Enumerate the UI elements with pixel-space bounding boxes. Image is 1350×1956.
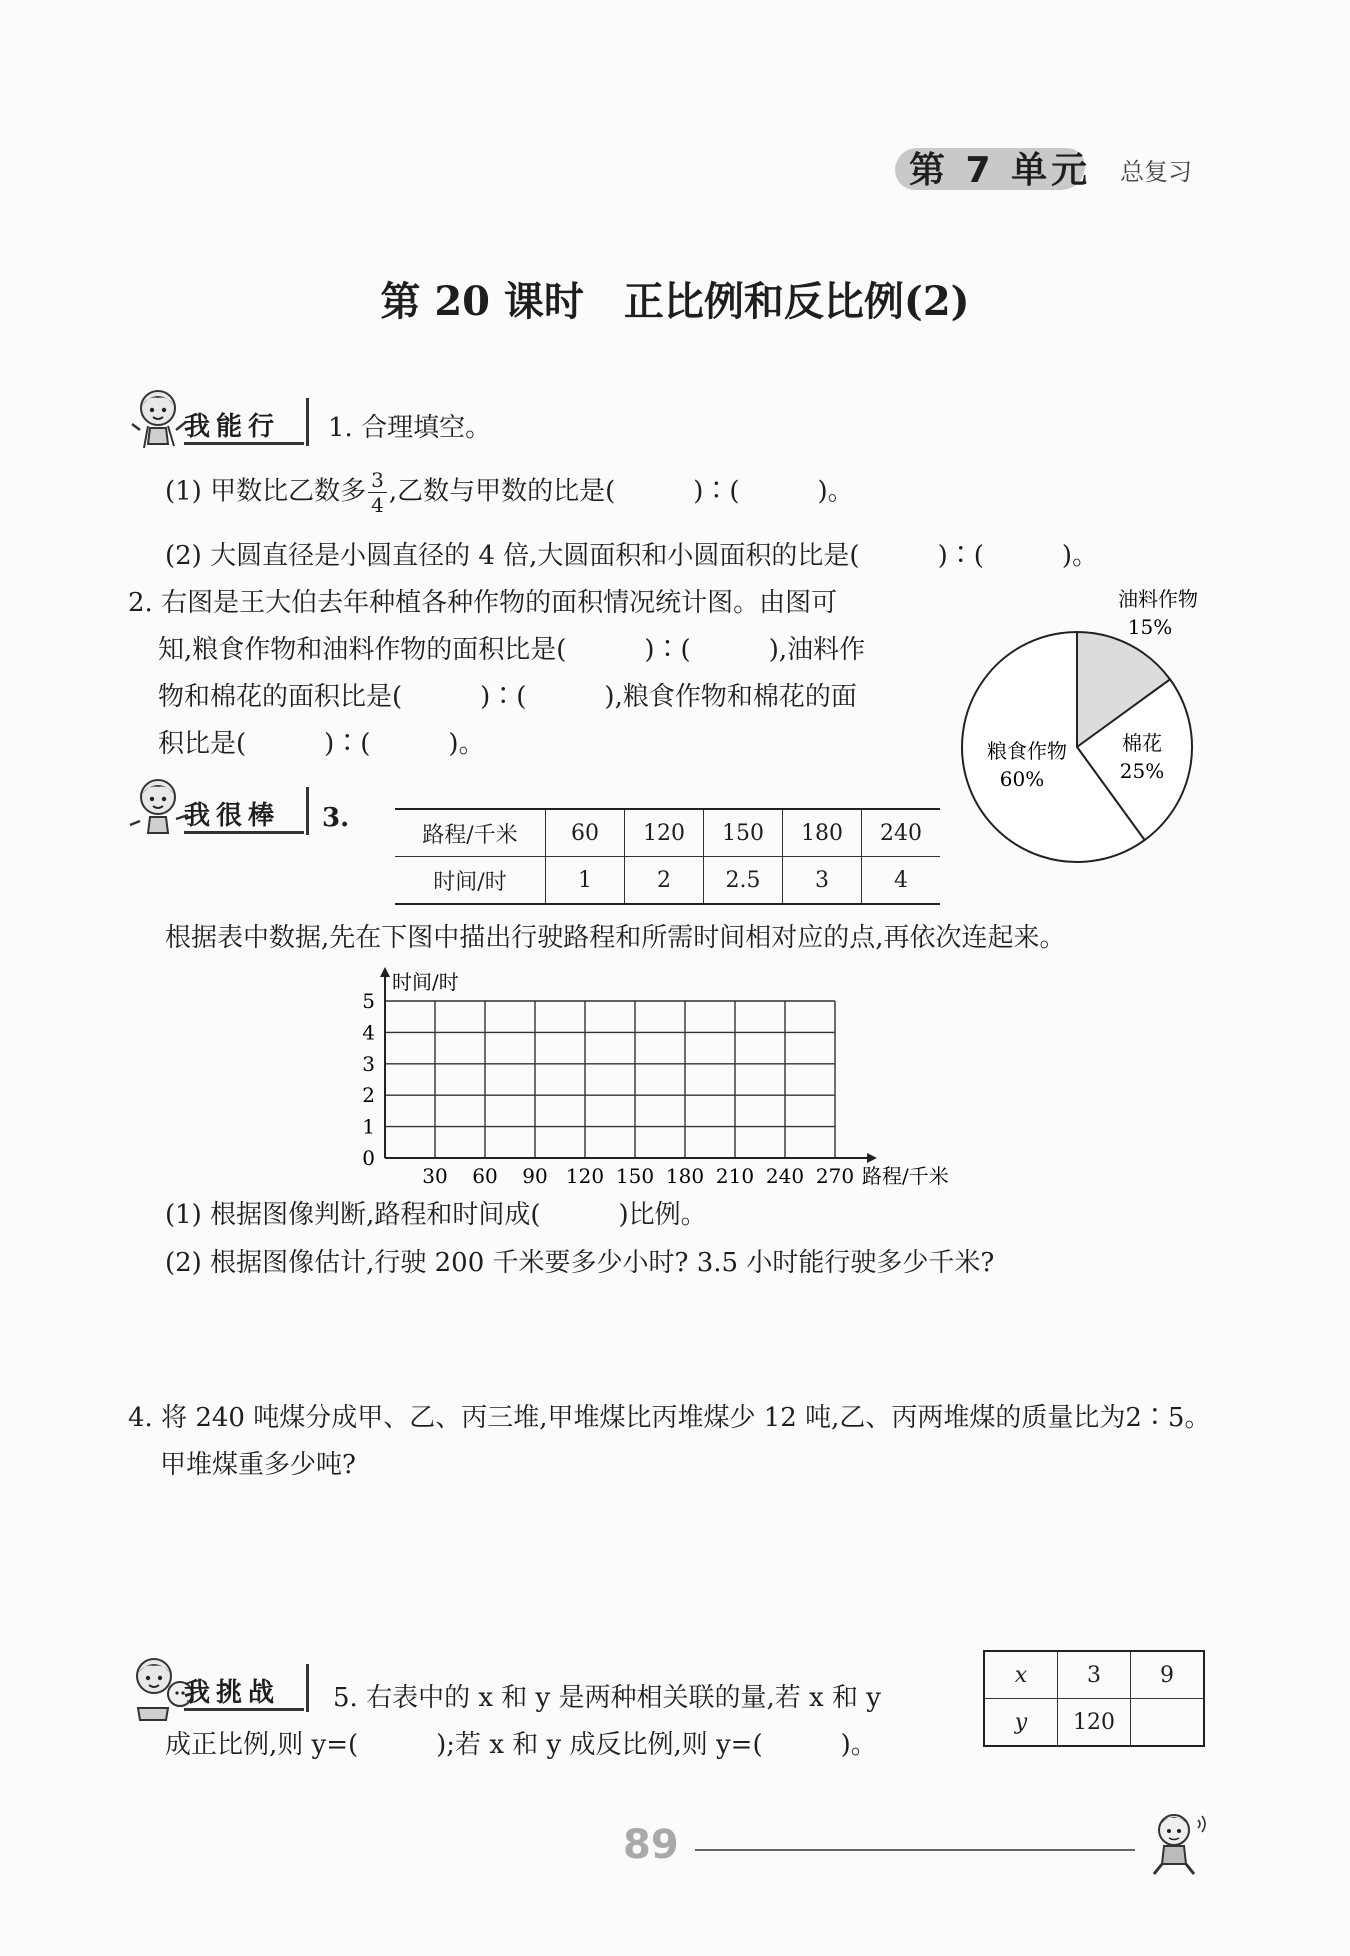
q2-line1: 2. 右图是王大伯去年种植各种作物的面积情况统计图。由图可 bbox=[128, 588, 838, 618]
x-tick-label: 210 bbox=[715, 1164, 755, 1188]
badge-label: 我挑战 bbox=[184, 1678, 281, 1708]
table-cell: 240 bbox=[862, 809, 941, 857]
q5-line2: 成正比例,则 y=( );若 x 和 y 成反比例,则 y=( )。 bbox=[165, 1730, 877, 1760]
table-row-header: 时间/时 bbox=[395, 857, 546, 905]
pie-value-cotton: 25% bbox=[1119, 759, 1165, 783]
y-tick-label: 0 bbox=[362, 1146, 375, 1170]
unit-label: 第 7 单元 bbox=[909, 150, 1092, 191]
q4-line2: 甲堆煤重多少吨? bbox=[160, 1450, 356, 1480]
x-axis-arrow bbox=[867, 1153, 877, 1163]
y-axis-arrow bbox=[380, 967, 390, 977]
mascot-boy-icon bbox=[1140, 1808, 1210, 1878]
table-row-header: 路程/千米 bbox=[395, 809, 546, 857]
table-cell: 4 bbox=[862, 857, 941, 905]
y-tick-label: 5 bbox=[362, 989, 375, 1013]
q1-title: 1. 合理填空。 bbox=[328, 413, 492, 443]
q1-part1-before: (1) 甲数比乙数多 bbox=[165, 476, 367, 507]
q1-part1 bbox=[165, 470, 854, 515]
fraction-three-quarters bbox=[368, 470, 387, 515]
distance-time-table bbox=[395, 808, 940, 905]
badge-divider bbox=[306, 787, 309, 835]
y-tick-label: 2 bbox=[362, 1083, 375, 1108]
table-cell: 3 bbox=[1058, 1651, 1131, 1699]
x-tick-label: 60 bbox=[472, 1164, 498, 1188]
table-row bbox=[984, 1651, 1204, 1699]
q4-line1: 4. 将 240 吨煤分成甲、乙、丙三堆,甲堆煤比丙堆煤少 12 吨,乙、丙两堆煤的质量比为2∶5。 bbox=[128, 1403, 1211, 1433]
y-tick-label: 1 bbox=[362, 1114, 375, 1139]
badge-underline bbox=[184, 1708, 304, 1711]
pie-label-grain: 粮食作物 bbox=[987, 739, 1067, 763]
badge-divider bbox=[306, 1664, 309, 1712]
table-row bbox=[984, 1699, 1204, 1747]
y-tick-label: 4 bbox=[362, 1020, 375, 1045]
crop-area-pie-chart bbox=[950, 580, 1200, 870]
q3-instruction: 根据表中数据,先在下图中描出行驶路程和所需时间相对应的点,再依次连起来。 bbox=[165, 923, 1066, 953]
table-row-header: x bbox=[984, 1651, 1058, 1699]
fraction-numerator: 3 bbox=[368, 470, 387, 493]
q2-line4: 积比是( )∶( )。 bbox=[158, 729, 485, 759]
pie-value-oil: 15% bbox=[1127, 615, 1173, 639]
x-tick-label: 120 bbox=[565, 1164, 605, 1188]
q5-line1: 5. 右表中的 x 和 y 是两种相关联的量,若 x 和 y bbox=[333, 1683, 881, 1713]
distance-time-grid-chart bbox=[350, 965, 990, 1195]
footer-rule bbox=[695, 1849, 1135, 1851]
badge-underline bbox=[184, 831, 304, 834]
q3-sub2: (2) 根据图像估计,行驶 200 千米要多少小时? 3.5 小时能行驶多少千米? bbox=[165, 1248, 995, 1278]
table-cell: 2.5 bbox=[704, 857, 783, 905]
table-cell: 150 bbox=[704, 809, 783, 857]
badge-underline bbox=[184, 442, 304, 445]
badge-wo-hen-bang bbox=[128, 775, 308, 855]
badge-wo-neng-xing bbox=[128, 386, 308, 466]
q1-part2: (2) 大圆直径是小圆直径的 4 倍,大圆面积和小圆面积的比是( )∶( )。 bbox=[165, 541, 1099, 571]
q1-part1-after: ,乙数与甲数的比是( )∶( )。 bbox=[388, 476, 854, 507]
x-axis-label: 路程/千米 bbox=[862, 1164, 949, 1188]
q3-number: 3. bbox=[322, 803, 350, 833]
x-tick-label: 30 bbox=[422, 1164, 448, 1188]
x-tick-label: 150 bbox=[615, 1164, 655, 1188]
q2-line3: 物和棉花的面积比是( )∶( ),粮食作物和棉花的面 bbox=[158, 682, 857, 712]
badge-label: 我很棒 bbox=[184, 801, 281, 831]
table-row-header: y bbox=[984, 1699, 1058, 1747]
badge-wo-tiao-zhan bbox=[128, 1652, 308, 1732]
x-tick-label: 270 bbox=[815, 1164, 855, 1188]
badge-divider bbox=[306, 398, 309, 446]
pie-value-grain: 60% bbox=[999, 767, 1045, 791]
x-tick-label: 90 bbox=[522, 1164, 548, 1188]
table-cell bbox=[1131, 1699, 1205, 1747]
y-axis-label: 时间/时 bbox=[392, 970, 459, 994]
review-label: 总复习 bbox=[1120, 158, 1192, 186]
pie-label-cotton: 棉花 bbox=[1122, 731, 1162, 755]
x-tick-label: 180 bbox=[665, 1164, 705, 1188]
table-cell: 1 bbox=[546, 857, 625, 905]
fraction-denominator: 4 bbox=[371, 493, 384, 517]
badge-label: 我能行 bbox=[184, 412, 281, 442]
page-number: 89 bbox=[623, 1822, 679, 1868]
table-cell: 120 bbox=[1058, 1699, 1131, 1747]
q2-line2: 知,粮食作物和油料作物的面积比是( )∶( ),油料作 bbox=[158, 635, 866, 665]
table-cell: 120 bbox=[625, 809, 704, 857]
table-row bbox=[395, 857, 940, 905]
xy-table bbox=[983, 1650, 1205, 1747]
x-tick-label: 240 bbox=[765, 1164, 805, 1188]
y-tick-label: 3 bbox=[362, 1051, 375, 1076]
pie-label-oil: 油料作物 bbox=[1118, 587, 1198, 611]
table-cell: 3 bbox=[783, 857, 862, 905]
table-row bbox=[395, 809, 940, 857]
lesson-title: 第 20 课时 正比例和反比例(2) bbox=[380, 278, 970, 325]
table-cell: 2 bbox=[625, 857, 704, 905]
table-cell: 9 bbox=[1131, 1651, 1205, 1699]
table-cell: 180 bbox=[783, 809, 862, 857]
q3-sub1: (1) 根据图像判断,路程和时间成( )比例。 bbox=[165, 1200, 707, 1230]
unit-banner bbox=[895, 140, 1095, 190]
table-cell: 60 bbox=[546, 809, 625, 857]
